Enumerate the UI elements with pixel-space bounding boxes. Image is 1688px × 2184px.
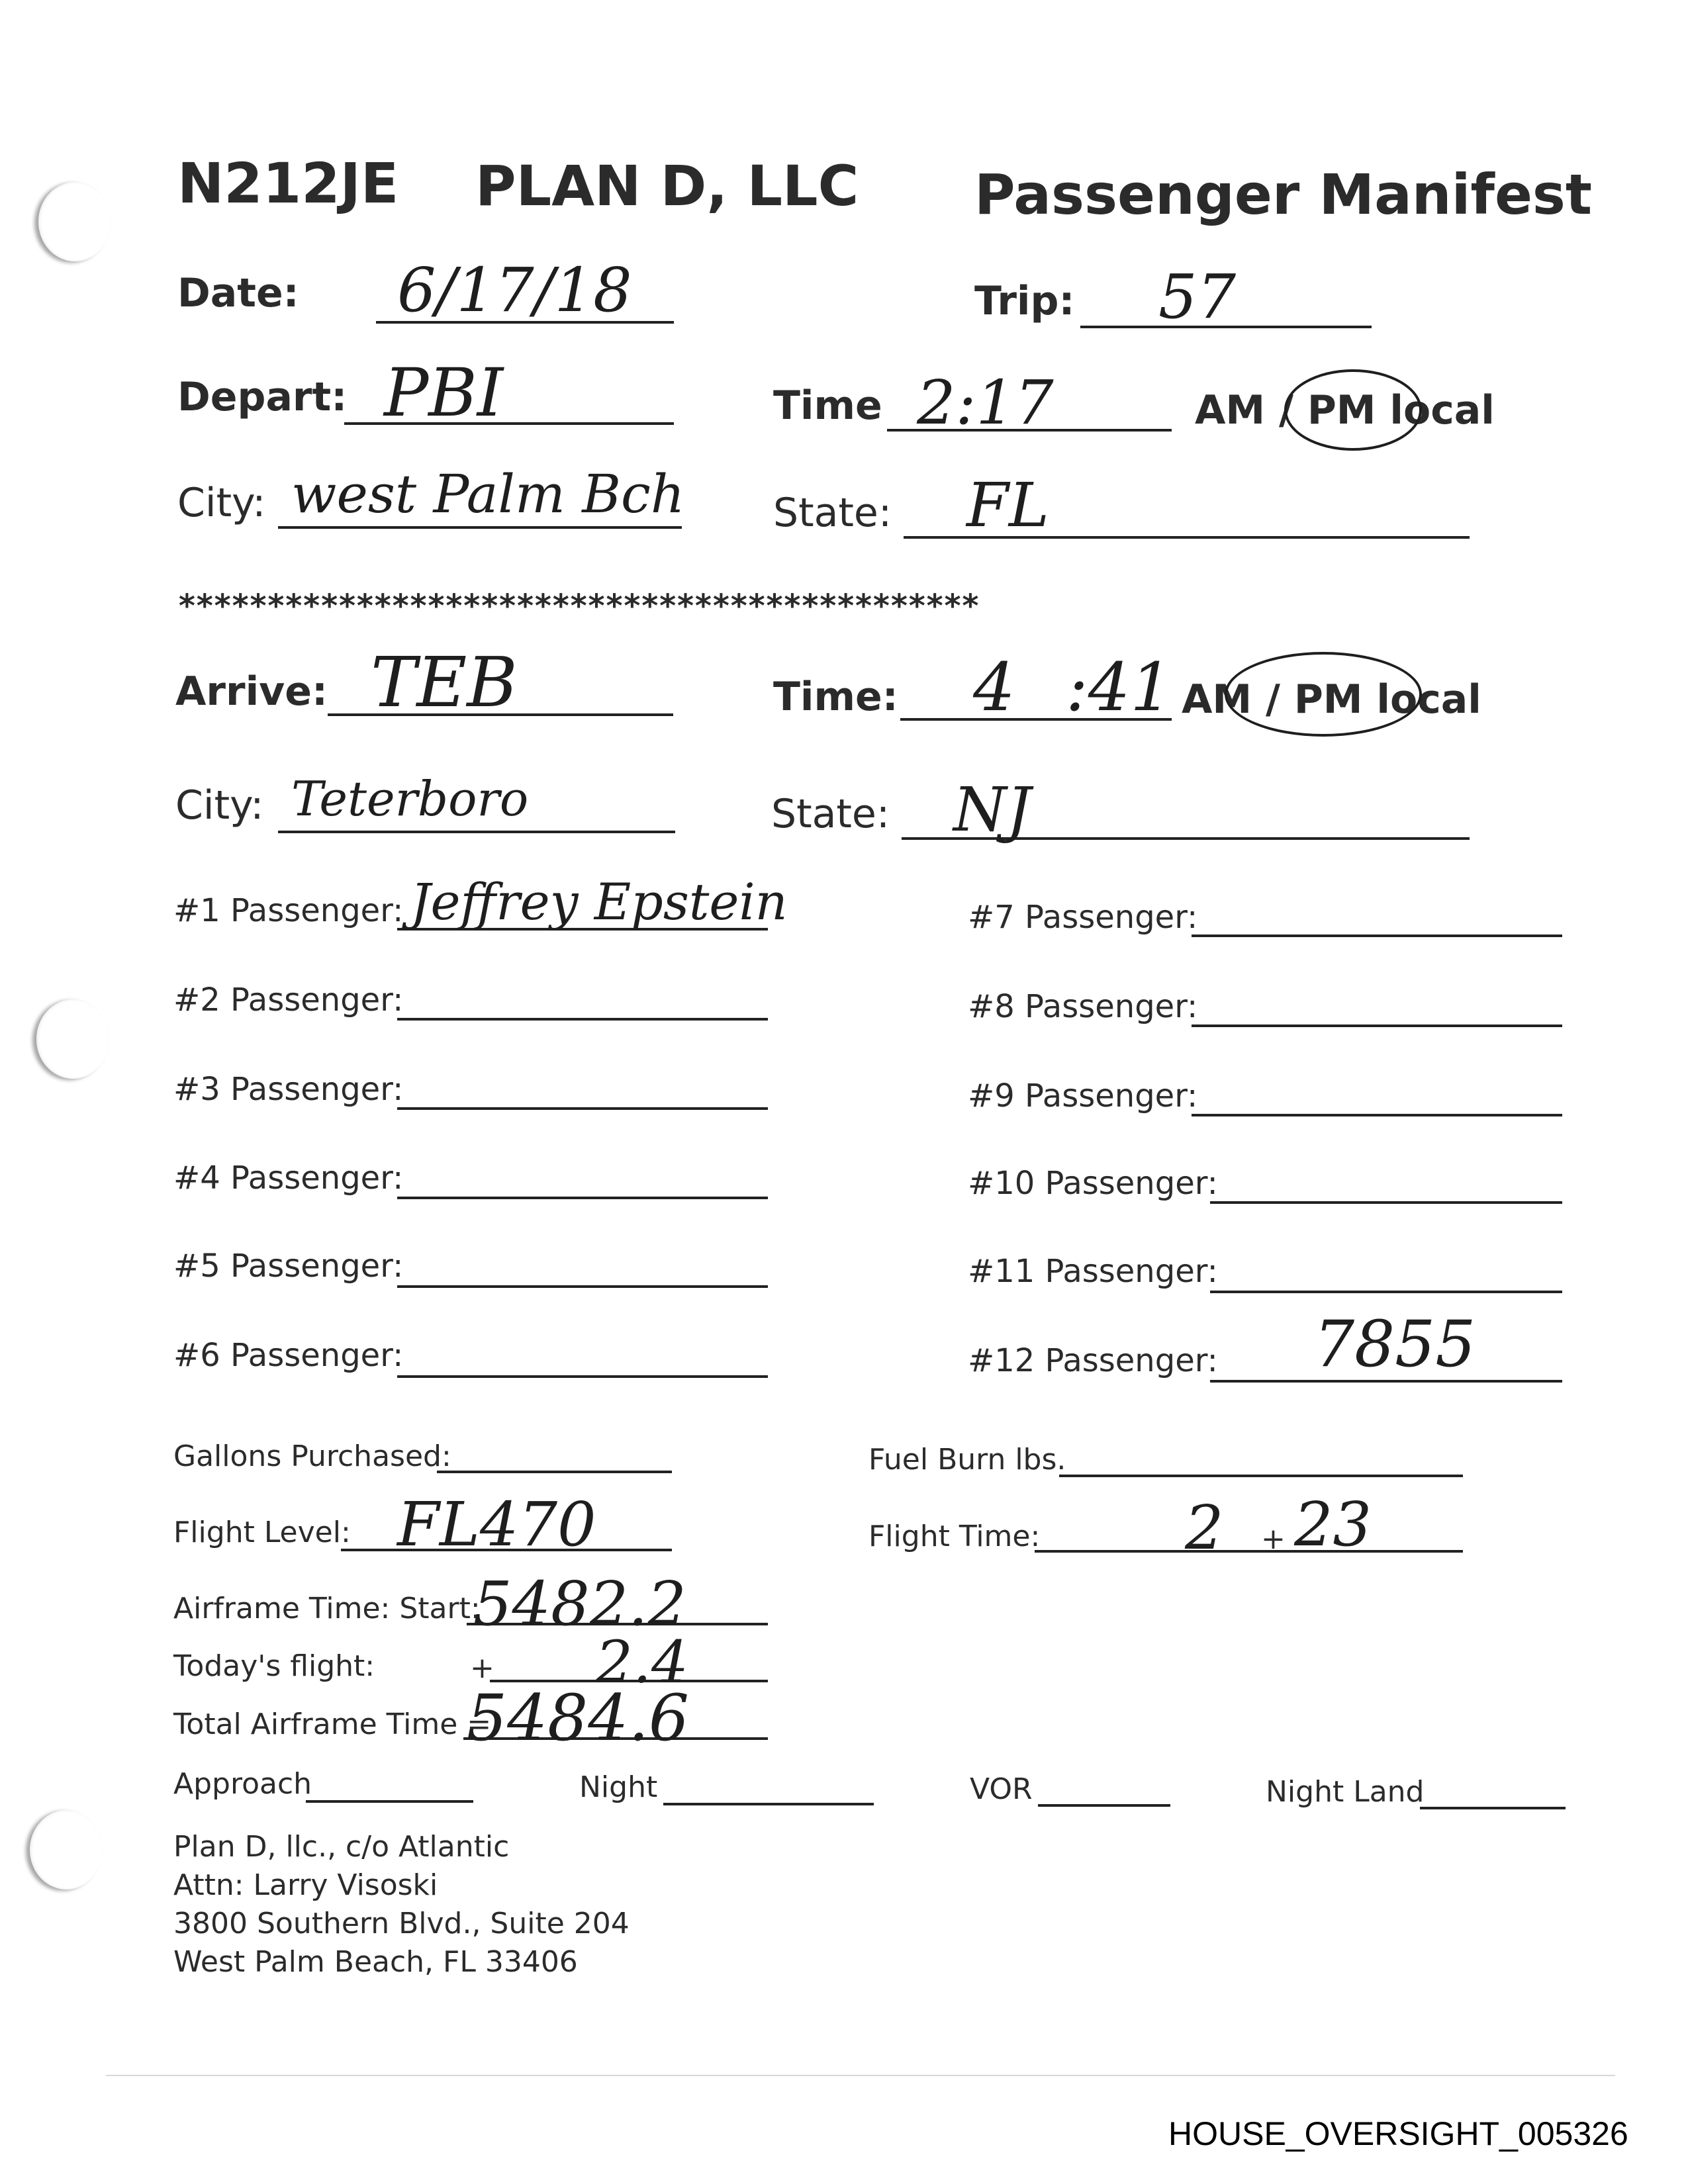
passenger-12-label: #12 Passenger: xyxy=(968,1342,1218,1379)
airframe-start-value: 5482.2 xyxy=(473,1569,686,1639)
night-land-label: Night Land xyxy=(1266,1775,1425,1809)
airframe-start-label: Airframe Time: Start: xyxy=(173,1592,481,1625)
flight-time-label: Flight Time: xyxy=(868,1520,1041,1553)
punch-hole-middle xyxy=(36,999,109,1079)
depart-label: Depart: xyxy=(177,374,348,420)
page-edge-line xyxy=(106,2075,1615,2076)
separator-stars: ********************************************* xyxy=(177,588,979,625)
address-line-1: Plan D, llc., c/o Atlantic xyxy=(173,1830,510,1864)
flight-level-label: Flight Level: xyxy=(173,1516,351,1549)
todays-flight-label: Today's flight: xyxy=(173,1649,375,1683)
vor-label: VOR xyxy=(970,1772,1033,1806)
flight-level-value: FL470 xyxy=(397,1489,596,1560)
pm-circle-depart xyxy=(1284,369,1422,451)
arrive-city-line xyxy=(278,831,675,833)
page-title: Passenger Manifest xyxy=(974,162,1593,227)
fuel-burn-line xyxy=(1059,1475,1463,1477)
fuel-burn-label: Fuel Burn lbs. xyxy=(868,1443,1066,1477)
passenger-9-line xyxy=(1192,1114,1562,1116)
todays-flight-value: 2.4 xyxy=(596,1628,688,1696)
date-label: Date: xyxy=(177,270,299,316)
gallons-line xyxy=(437,1471,672,1473)
depart-city-value: west Palm Bch xyxy=(291,463,685,525)
passenger-7-label: #7 Passenger: xyxy=(968,899,1198,936)
depart-value: PBI xyxy=(384,354,504,432)
depart-state-value: FL xyxy=(966,470,1049,541)
passenger-10-label: #10 Passenger: xyxy=(968,1165,1218,1202)
depart-time-value: 2:17 xyxy=(917,367,1054,438)
arrive-state-value: NJ xyxy=(953,774,1031,845)
arrive-value: TEB xyxy=(371,642,518,723)
night-land-line xyxy=(1420,1807,1566,1809)
arrive-state-label: State: xyxy=(771,791,890,837)
passenger-2-label: #2 Passenger: xyxy=(173,981,404,1019)
arrive-city-label: City: xyxy=(175,782,264,829)
mailing-address xyxy=(173,1828,630,1981)
approach-line xyxy=(306,1800,473,1803)
passenger-11-label: #11 Passenger: xyxy=(968,1253,1218,1290)
passenger-11-line xyxy=(1210,1291,1562,1293)
punch-hole-top xyxy=(38,182,111,261)
gallons-label: Gallons Purchased: xyxy=(173,1439,451,1473)
todays-flight-plus: + xyxy=(470,1651,494,1685)
punch-hole-bottom xyxy=(30,1810,103,1889)
depart-city-label: City: xyxy=(177,480,266,526)
passenger-8-label: #8 Passenger: xyxy=(968,988,1198,1025)
passenger-7-line xyxy=(1192,934,1562,937)
address-line-2: Attn: Larry Visoski xyxy=(173,1868,438,1902)
depart-state-label: State: xyxy=(773,490,892,536)
night-line xyxy=(663,1803,874,1805)
passenger-12-value: 7855 xyxy=(1314,1307,1476,1381)
depart-ampm-label: AM / PM local xyxy=(1195,387,1495,433)
bates-number: HOUSE_OVERSIGHT_005326 xyxy=(1168,2115,1628,2152)
passenger-4-line xyxy=(397,1197,768,1199)
pm-circle-arrive xyxy=(1225,652,1422,737)
passenger-9-label: #9 Passenger: xyxy=(968,1077,1198,1115)
passenger-3-line xyxy=(397,1107,768,1110)
flight-time-line xyxy=(1035,1550,1463,1553)
passenger-3-label: #3 Passenger: xyxy=(173,1071,404,1108)
flight-time-hours: 2 xyxy=(1185,1492,1224,1563)
passenger-6-label: #6 Passenger: xyxy=(173,1337,404,1374)
arrive-time-hour: 4 xyxy=(973,649,1015,726)
address-line-3: 3800 Southern Blvd., Suite 204 xyxy=(173,1907,630,1940)
total-airframe-label: Total Airframe Time = xyxy=(173,1707,492,1741)
passenger-5-line xyxy=(397,1285,768,1288)
arrive-ampm-label: AM / PM local xyxy=(1182,676,1481,723)
approach-label: Approach xyxy=(173,1767,312,1801)
trip-label: Trip: xyxy=(974,278,1075,324)
arrive-time-label: Time: xyxy=(773,674,898,720)
arrive-city-value: Teterboro xyxy=(291,771,529,827)
flight-time-plus: + xyxy=(1261,1522,1286,1556)
night-label: Night xyxy=(579,1770,658,1804)
trip-value: 57 xyxy=(1158,261,1237,332)
depart-city-line xyxy=(278,526,682,529)
tail-number: N212JE xyxy=(177,151,399,216)
arrive-time-minutes: :41 xyxy=(1066,649,1172,726)
passenger-6-line xyxy=(397,1375,768,1378)
passenger-4-label: #4 Passenger: xyxy=(173,1160,404,1197)
passenger-8-line xyxy=(1192,1024,1562,1027)
passenger-1-value: Jeffrey Epstein xyxy=(410,872,788,931)
total-airframe-value: 5484.6 xyxy=(467,1681,689,1755)
date-value: 6/17/18 xyxy=(397,255,632,326)
address-line-4: West Palm Beach, FL 33406 xyxy=(173,1945,578,1979)
passenger-10-line xyxy=(1210,1201,1562,1204)
passenger-5-label: #5 Passenger: xyxy=(173,1248,404,1285)
passenger-1-label: #1 Passenger: xyxy=(173,892,404,929)
depart-time-label: Time xyxy=(773,383,882,429)
vor-line xyxy=(1038,1804,1170,1807)
company-name: PLAN D, LLC xyxy=(475,154,859,218)
passenger-2-line xyxy=(397,1018,768,1021)
arrive-label: Arrive: xyxy=(175,668,328,715)
flight-time-minutes: 23 xyxy=(1294,1489,1372,1560)
